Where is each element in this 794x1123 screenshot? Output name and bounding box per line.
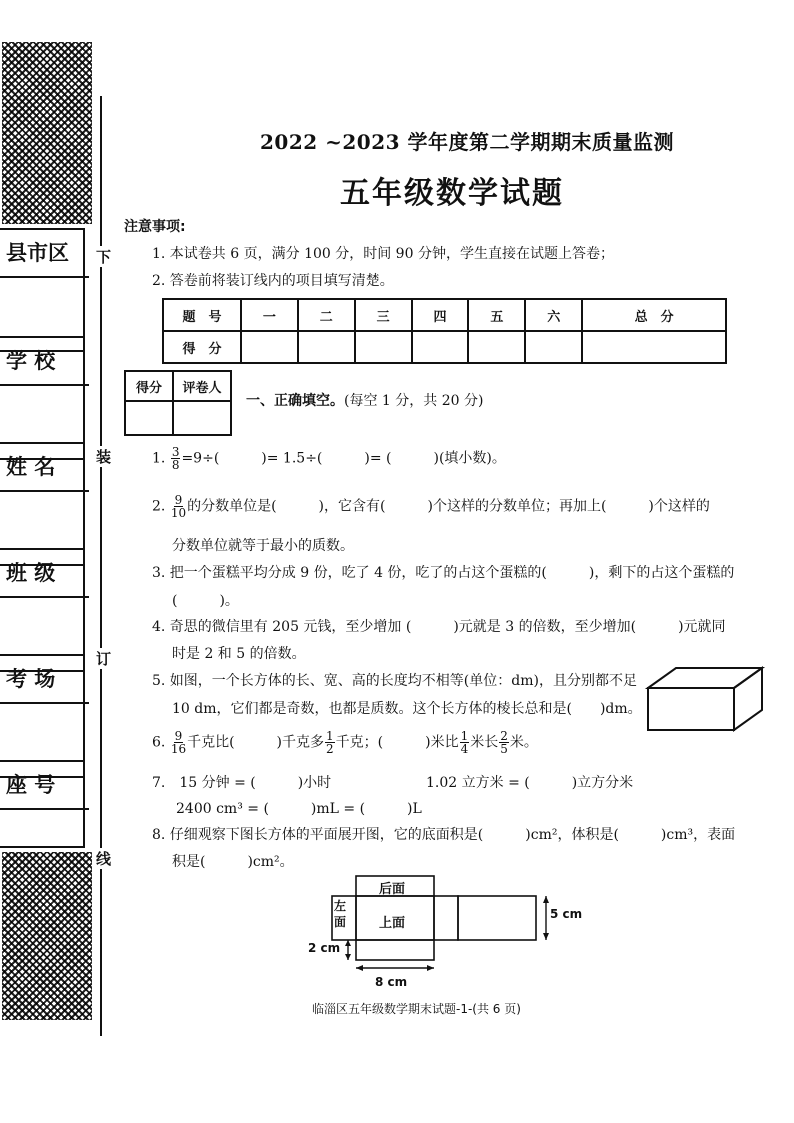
- arrowhead: [356, 965, 363, 971]
- field-label: 考 场: [0, 656, 89, 704]
- arrowhead: [427, 965, 434, 971]
- notes-item: 2. 答卷前将装订线内的项目填写清楚。: [152, 273, 394, 289]
- fraction: [171, 730, 186, 755]
- numerator: 1: [460, 729, 469, 743]
- binding-char: 订: [96, 650, 112, 668]
- score-cell[interactable]: [241, 331, 298, 363]
- score-cell[interactable]: [412, 331, 469, 363]
- net-right-face: [434, 896, 458, 940]
- score-header-cell: 一: [241, 299, 298, 331]
- field-label: 班 级: [0, 550, 89, 598]
- net-length-label: 8 cm: [375, 975, 408, 989]
- denominator: 8: [171, 458, 180, 472]
- score-cell[interactable]: [582, 331, 726, 363]
- question-text: =9÷( )= 1.5÷( )= ( )(填小数)。: [181, 450, 506, 467]
- cuboid-top-face: [648, 668, 762, 688]
- net-left-label: 左面: [334, 899, 347, 929]
- binding-line: [100, 96, 102, 1036]
- field-box-county[interactable]: [0, 228, 85, 352]
- denominator: 2: [326, 742, 334, 756]
- question-3: 3. 把一个蛋糕平均分成 9 份，吃了 4 份，吃了的占这个蛋糕的( )，剩下的占这个蛋糕的: [152, 565, 735, 581]
- numerator: 1: [326, 729, 334, 743]
- score-header-cell: 四: [412, 299, 469, 331]
- question-7c: 2400 cm³ = ( )mL = ( )L: [176, 801, 422, 817]
- field-label: 姓 名: [0, 444, 89, 492]
- question-4: 4. 奇思的微信里有 205 元钱，至少增加 ( )元就是 3 的倍数，至少增加( )元就同: [152, 619, 726, 635]
- denominator: 16: [170, 742, 187, 756]
- grader-name-header: 评卷人: [173, 371, 231, 401]
- net-depth-label: 2 cm: [308, 941, 341, 955]
- grader-name-cell[interactable]: [173, 401, 231, 435]
- field-label: 县市区: [0, 230, 89, 278]
- field-label: 学 校: [0, 338, 89, 386]
- question-number: 2.: [152, 498, 166, 515]
- cuboid-figure: [642, 664, 767, 734]
- section-note: (每空 1 分，共 20 分): [344, 393, 484, 409]
- net-top-label: 上面: [379, 916, 406, 931]
- field-label: 座 号: [0, 762, 89, 810]
- net-front-face: [356, 940, 434, 960]
- exam-title: 2022 ~2023 学年度第二学期期末质量监测: [260, 130, 675, 154]
- score-cell[interactable]: [355, 331, 412, 363]
- cuboid-front-face: [648, 688, 734, 730]
- fraction: [171, 494, 186, 519]
- net-back-label: 后面: [379, 882, 406, 897]
- question-number: 6.: [152, 734, 166, 751]
- score-header-cell: 题 号: [163, 299, 241, 331]
- question-2-line-2: 分数单位就等于最小的质数。: [172, 538, 354, 554]
- grader-score-header: 得分: [125, 371, 173, 401]
- score-cell[interactable]: [468, 331, 525, 363]
- score-row-label: 得 分: [163, 331, 241, 363]
- score-cell[interactable]: [525, 331, 582, 363]
- question-text: 千克；( )米比: [335, 734, 459, 751]
- page-footer: 临淄区五年级数学期末试题-1-(共 6 页): [312, 1002, 521, 1016]
- binding-noise-bottom: [2, 852, 92, 1020]
- score-header-cell: 二: [298, 299, 355, 331]
- score-header-row: [163, 299, 726, 331]
- field-box-seat[interactable]: [0, 760, 85, 848]
- arrowhead: [345, 940, 351, 946]
- fraction: [171, 446, 181, 471]
- question-5-line-2: 10 dm，它们都是奇数，也都是质数。这个长方体的棱长总和是( )dm。: [172, 701, 642, 717]
- net-bottom-face: [458, 896, 536, 940]
- score-header-cell: 五: [468, 299, 525, 331]
- question-6: [152, 730, 538, 755]
- denominator: 10: [170, 506, 187, 520]
- fraction: [460, 730, 470, 755]
- notes-heading: 注意事项:: [124, 219, 186, 235]
- question-4-line-2: 时是 2 和 5 的倍数。: [172, 646, 306, 662]
- question-8: 8. 仔细观察下图长方体的平面展开图，它的底面积是( )cm²，体积是( )cm³，表面: [152, 827, 736, 843]
- exam-subtitle: 五年级数学试题: [340, 176, 564, 211]
- numerator: 9: [174, 493, 183, 507]
- question-text: 千克比( )千克多: [187, 734, 325, 751]
- binding-char: 装: [96, 448, 112, 466]
- score-header-cell: 三: [355, 299, 412, 331]
- score-table: [162, 298, 727, 364]
- question-text: 的分数单位是( )，它含有( )个这样的分数单位；再加上( )个这样的: [187, 498, 710, 515]
- fraction: [499, 730, 509, 755]
- score-header-cell: 六: [525, 299, 582, 331]
- net-height-label: 5 cm: [550, 907, 583, 921]
- score-value-row: [163, 331, 726, 363]
- binding-noise-top: [2, 42, 92, 224]
- section-title: 一、正确填空。: [246, 393, 344, 409]
- cuboid-net-figure: [300, 870, 600, 995]
- denominator: 4: [460, 742, 469, 756]
- denominator: 5: [500, 742, 508, 756]
- question-text: 米。: [509, 734, 538, 751]
- numerator: 9: [174, 729, 183, 743]
- notes-item: 1. 本试卷共 6 页，满分 100 分，时间 90 分钟，学生直接在试题上答卷；: [152, 246, 614, 262]
- binding-char: 下: [96, 248, 112, 266]
- section-heading: [246, 390, 483, 410]
- arrowhead: [543, 933, 549, 940]
- score-cell[interactable]: [298, 331, 355, 363]
- arrowhead: [543, 896, 549, 903]
- question-5: 5. 如图，一个长方体的长、宽、高的长度均不相等(单位：dm)，且分别都不足: [152, 673, 637, 689]
- score-header-cell: 总 分: [582, 299, 726, 331]
- arrowhead: [345, 954, 351, 960]
- question-1: [152, 446, 506, 471]
- grader-table: [124, 370, 232, 436]
- question-7a: 7. 15 分钟 = ( )小时: [152, 775, 332, 791]
- question-2: [152, 494, 710, 519]
- question-3-line-2: ( )。: [172, 593, 239, 609]
- question-8-line-2: 积是( )cm²。: [172, 854, 294, 870]
- binding-char: 线: [96, 850, 112, 868]
- numerator: 2: [500, 729, 508, 743]
- grader-score-cell[interactable]: [125, 401, 173, 435]
- numerator: 3: [171, 445, 180, 459]
- cuboid-side-face: [734, 668, 762, 730]
- question-7b: 1.02 立方米 = ( )立方分米: [426, 775, 634, 791]
- fraction: [325, 730, 335, 755]
- question-number: 1.: [152, 450, 166, 467]
- question-text: 米长: [470, 734, 499, 751]
